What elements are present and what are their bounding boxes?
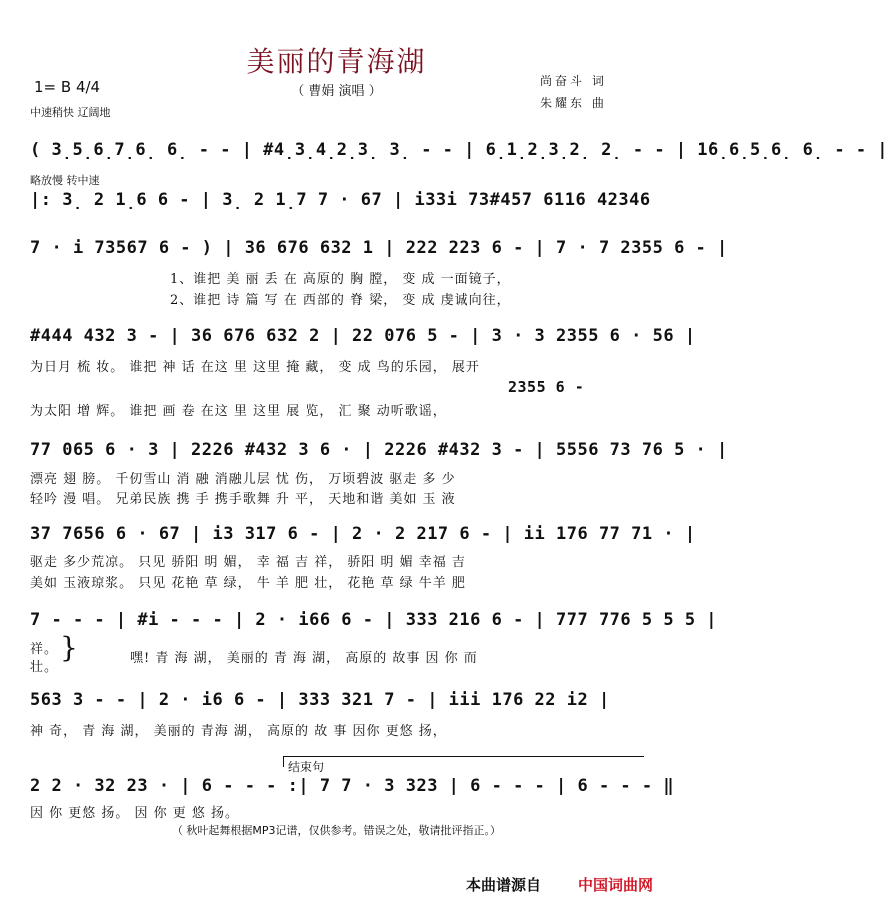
score-row-7: 7 - - - | #i - - - | 2 · i66 6 - | 333 216 6 - | 777 776 5 5 5 | (30, 610, 718, 630)
composer-credit: 朱耀东 曲 (540, 96, 607, 110)
lyric-row-9: 因 你 更悠 扬。 因 你 更 悠 扬。 (30, 806, 240, 821)
source-site-link[interactable]: 中国词曲网 (578, 876, 654, 894)
score-row-2: |: 3̣ 2 1̣6 6 - | 3̣ 2 1̣7 7 · 67 | i33i 73#457 6116 42346 (30, 190, 651, 210)
verse-brace: } (60, 631, 78, 664)
lyric-row-7-verse-2: 壮。 (30, 660, 59, 675)
score-row-8: 563 3 - - | 2 · i6 6 - | 333 321 7 - | iii 176 22 i2 | (30, 690, 610, 710)
lyric-row-6-verse-2: 美如 玉液琼浆。 只见 花艳 草 绿， 牛 羊 肥 壮， 花艳 草 绿 牛羊 肥 (30, 576, 466, 591)
song-title: 美丽的青海湖 (246, 45, 427, 78)
source-label: 本曲谱源自 (466, 876, 542, 894)
score-row-9: 2 2 · 32 23 · | 6 - - - :| 7 7 · 3 323 | 6 - - - | 6 - - - ‖ (30, 776, 675, 796)
score-row-6: 37 7656 6 · 67 | i3 317 6 - | 2 · 2 217 6 - | ii 176 77 71 · | (30, 524, 696, 544)
score-row-1: ( 3̣5̣6̣7̣6̣ 6̣ - - | #4̣3̣4̣2̣3̣ 3̣ - - | 6̣1̣2̣3̣2̣ 2̣ - - | 1̇6̣6̣5̣6̣ 6̣ - - | (30, 140, 888, 160)
tempo-change-hint: 略放慢 转中速 (30, 174, 100, 187)
lyricist-credit: 尚奋斗 词 (540, 74, 607, 88)
lyric-row-3-verse-2: 2、谁把 诗 篇 写 在 西部的 脊 梁， 变 成 虔诚向往， (170, 293, 511, 308)
lyric-row-8: 神 奇， 青 海 湖， 美丽的 青海 湖， 高原的 故 事 因你 更悠 扬， (30, 724, 447, 739)
key-signature: 1= B 4/4 (34, 78, 101, 96)
ending-label: 结束句 (288, 760, 325, 774)
lyric-row-7-chorus: 嘿! 青 海 湖， 美丽的 青 海 湖， 高原的 故事 因 你 而 (130, 651, 478, 666)
lyric-row-7-verse-1: 祥。 (30, 642, 59, 657)
singer-credit: （ 曹娟 演唱 ） (291, 84, 382, 99)
tempo-marking: 中速稍快 辽阔地 (30, 106, 111, 119)
lyric-row-4-verse-2: 为太阳 增 辉。 谁把 画 卷 在这 里 这里 展 览， 汇 聚 动听歌谣， (30, 404, 447, 419)
score-row-3: 7 · i 73567 6 - ) | 36 676 632 1 | 222 223 6 - | 7 · 7 2355 6 - | (30, 238, 728, 258)
lyric-row-4-verse-1: 为日月 梳 妆。 谁把 神 话 在这 里 这里 掩 藏， 变 成 鸟的乐园， 展开 (30, 360, 480, 375)
lyric-row-6-verse-1: 驱走 多少荒凉。 只见 骄阳 明 媚， 幸 福 吉 祥， 骄阳 明 媚 幸福 吉 (30, 555, 466, 570)
lyric-row-5-verse-2: 轻吟 漫 唱。 兄弟民族 携 手 携手歌舞 升 平， 天地和谐 美如 玉 液 (30, 492, 456, 507)
lyric-row-3-verse-1: 1、谁把 美 丽 丢 在 高原的 胸 膛， 变 成 一面镜子， (170, 272, 511, 287)
lyric-row-5-verse-1: 漂亮 翅 膀。 千仞雪山 消 融 消融儿层 忧 伤， 万顷碧波 驱走 多 少 (30, 472, 456, 487)
score-row-5: 77 065 6 · 3 | 2226 #432 3 6 · | 2226 #432 3 - | 5556 73 76 5 · | (30, 440, 728, 460)
score-row-4-alternate: 2355 6 - (508, 378, 585, 396)
ending-bracket (283, 756, 644, 767)
transcription-note: （ 秋叶起舞根据MP3记谱，仅供参考。错误之处，敬请批评指正。） (171, 824, 502, 837)
score-row-4: #444 432 3 - | 36 676 632 2 | 22 076 5 - | 3 · 3 2355 6 · 56 | (30, 326, 696, 346)
